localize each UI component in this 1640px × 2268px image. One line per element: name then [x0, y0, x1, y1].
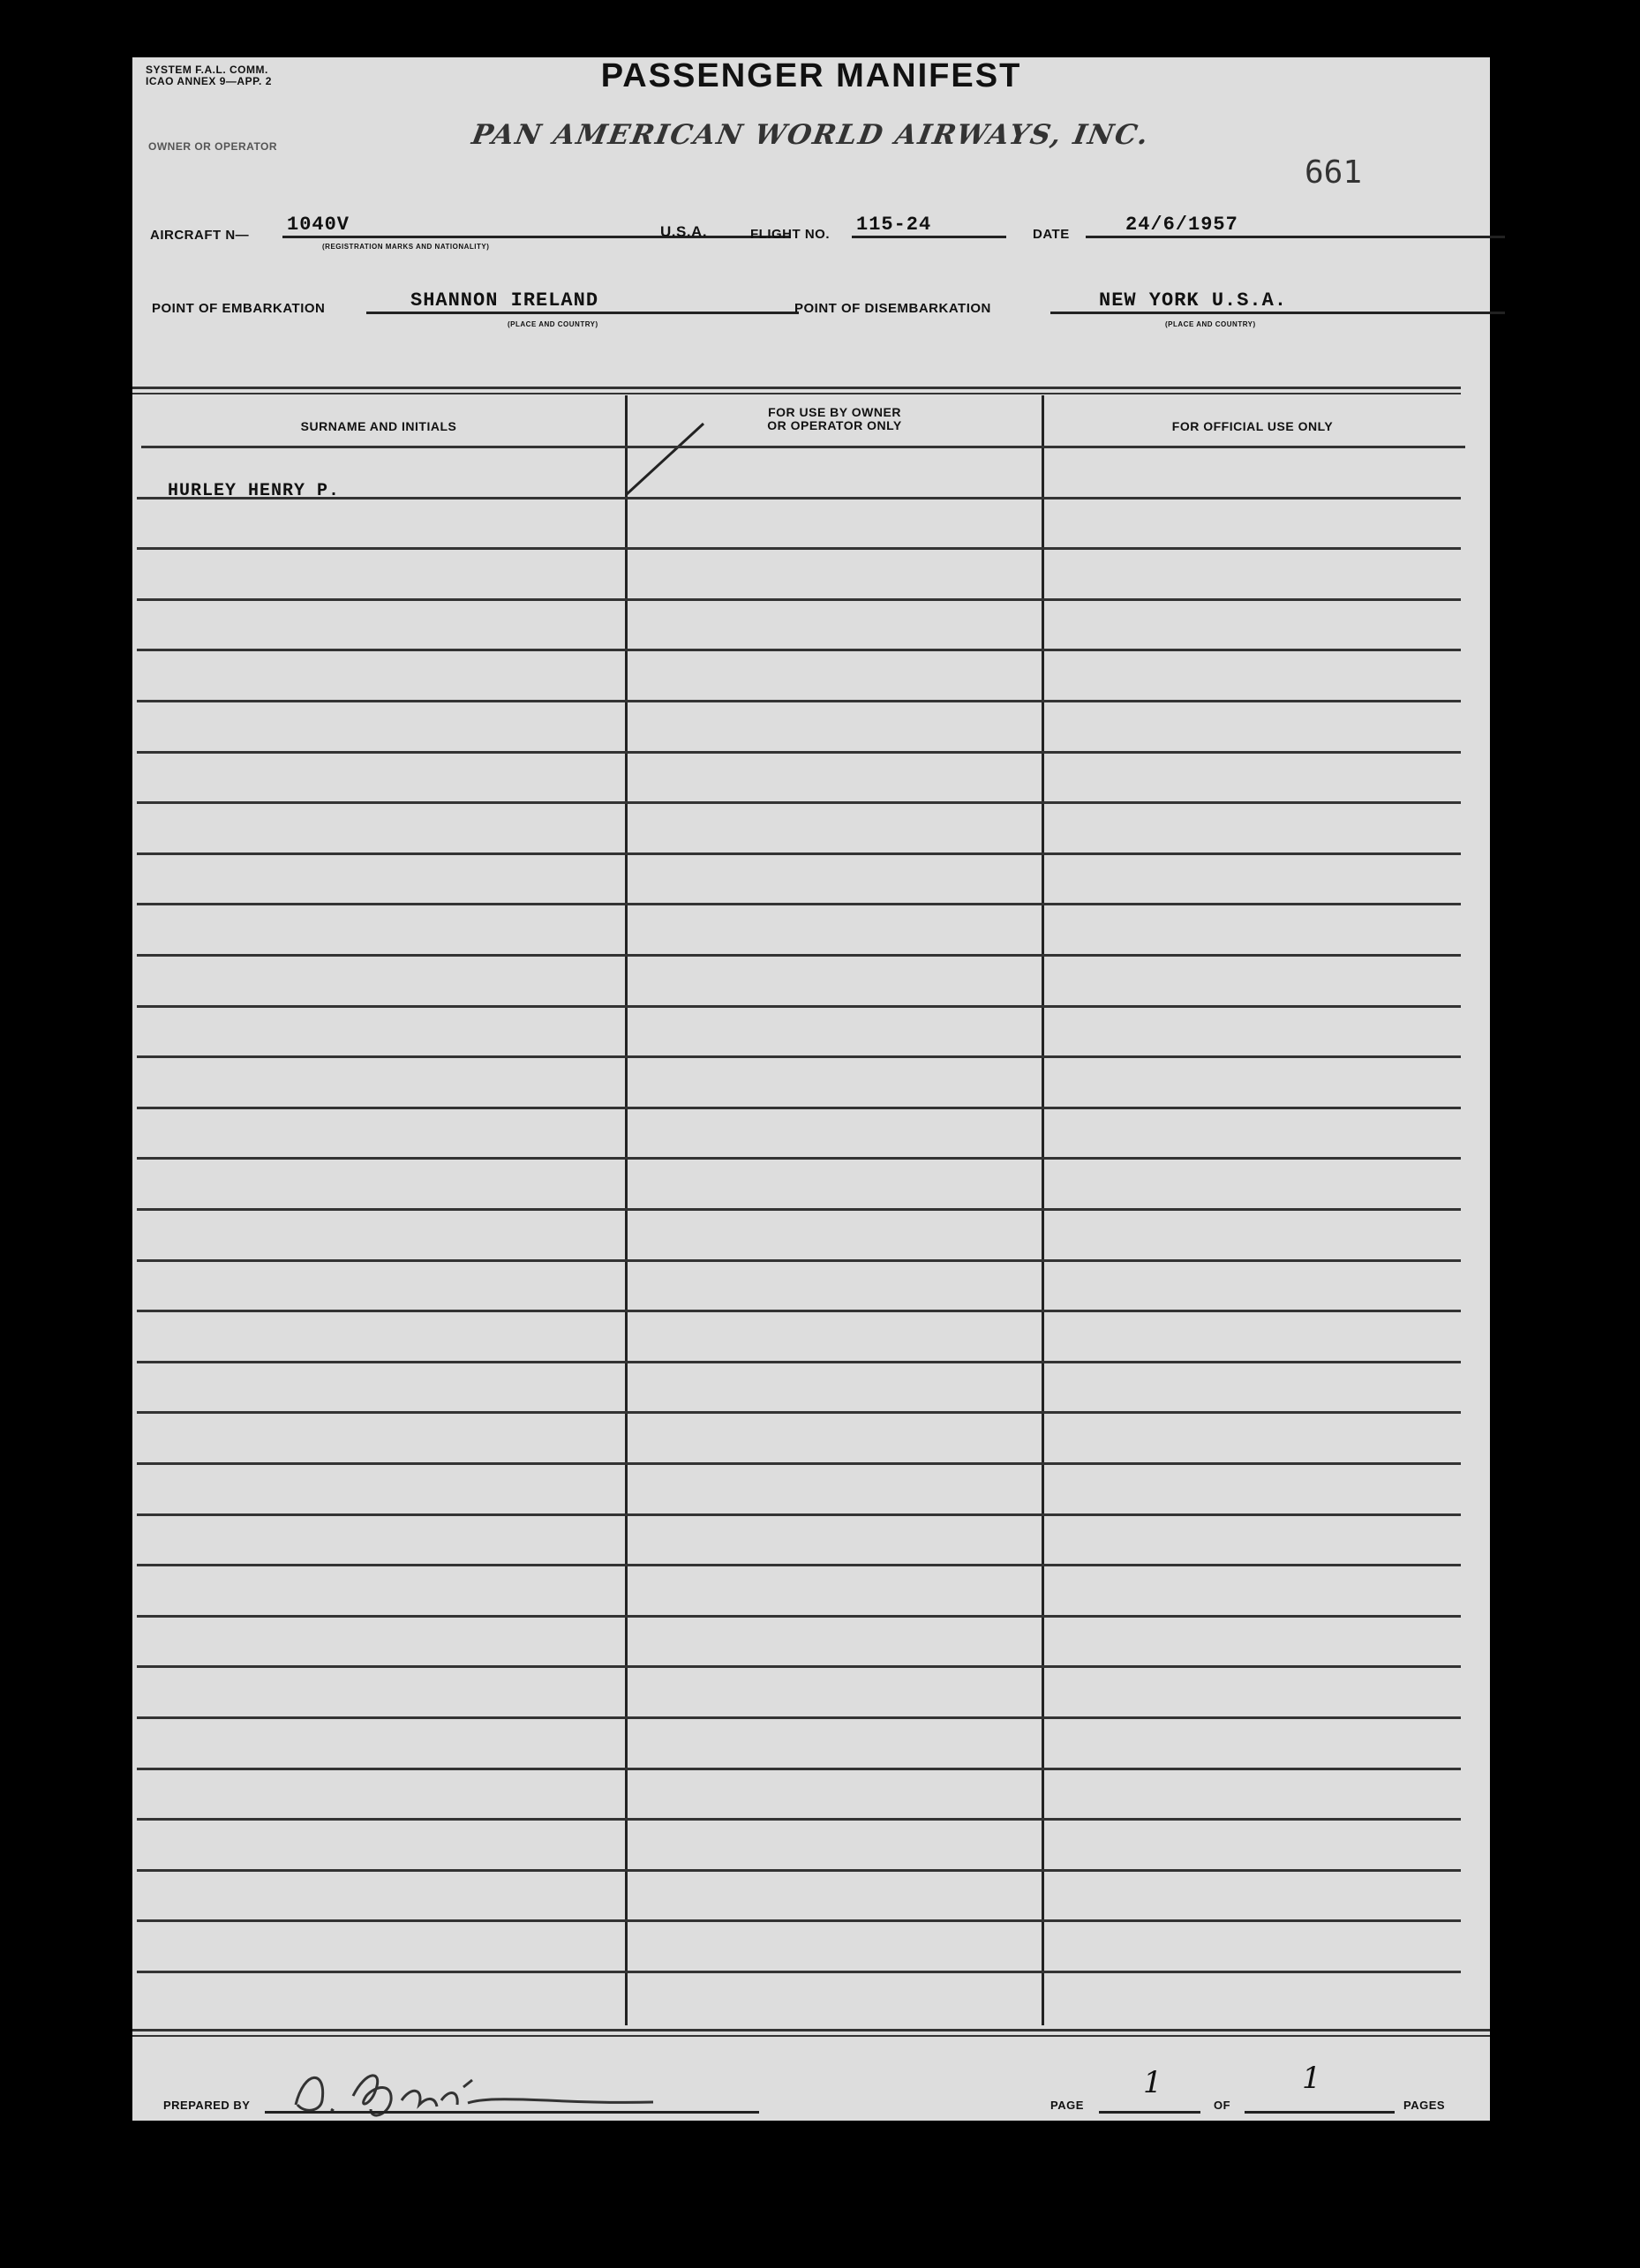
col-header-owner-line2: OR OPERATOR ONLY — [767, 418, 902, 432]
col-header-surname: SURNAME AND INITIALS — [300, 419, 457, 433]
prepared-underline — [265, 2111, 759, 2114]
table-row-line — [137, 1869, 1461, 1872]
table-bottom-rule — [132, 2029, 1490, 2031]
passenger-name: HURLEY HENRY P. — [168, 481, 341, 501]
table-row-line — [137, 903, 1461, 905]
table-row-line — [137, 954, 1461, 957]
manifest-page — [132, 57, 1490, 2121]
table-row-line — [137, 1716, 1461, 1719]
table-row-line — [137, 1208, 1461, 1211]
check-mark-icon — [622, 419, 711, 499]
of-underline — [1245, 2111, 1395, 2114]
table-top-rule-2 — [132, 393, 1461, 394]
of-label: OF — [1214, 2099, 1231, 2112]
table-row-line — [137, 1513, 1461, 1516]
table-row-line — [137, 1462, 1461, 1465]
table-row-line — [137, 598, 1461, 601]
table-bottom-rule-2 — [132, 2035, 1490, 2037]
prepared-label: PREPARED BY — [163, 2099, 251, 2112]
table-row-line — [137, 751, 1461, 754]
table-row-line — [137, 852, 1461, 855]
disembark-caption: (PLACE AND COUNTRY) — [1165, 320, 1256, 328]
pages-label: PAGES — [1403, 2099, 1446, 2112]
page-title: PASSENGER MANIFEST — [600, 57, 1022, 94]
table-row-line — [137, 1310, 1461, 1312]
table-row-line — [137, 1665, 1461, 1668]
embark-caption: (PLACE AND COUNTRY) — [508, 320, 598, 328]
col-header-owner-line1: FOR USE BY OWNER — [768, 405, 901, 419]
form-ref-line1: SYSTEM F.A.L. COMM. — [146, 64, 268, 76]
table-row-line — [137, 700, 1461, 702]
table-row-line — [137, 1005, 1461, 1008]
table-row-line — [137, 801, 1461, 804]
disembark-underline — [1050, 312, 1505, 314]
embark-label: POINT OF EMBARKATION — [152, 301, 326, 316]
table-row-line — [137, 1768, 1461, 1770]
nationality: U.S.A. — [660, 223, 708, 240]
col-header-official: FOR OFFICIAL USE ONLY — [1171, 419, 1334, 433]
table-row-line — [137, 1107, 1461, 1109]
flight-label: FLIGHT NO. — [750, 227, 830, 242]
owner-value: PAN AMERICAN WORLD AIRWAYS, INC. — [469, 119, 1153, 151]
table-row-line — [137, 547, 1461, 550]
table-row-line — [137, 1818, 1461, 1821]
date-label: DATE — [1033, 227, 1070, 242]
table-row-line — [137, 1411, 1461, 1414]
flight-value: 115-24 — [856, 214, 932, 236]
table-row-line — [137, 1361, 1461, 1363]
owner-label: OWNER OR OPERATOR — [148, 140, 278, 153]
page-label: PAGE — [1050, 2099, 1084, 2112]
table-row-line — [137, 1919, 1461, 1922]
table-row-line — [137, 1564, 1461, 1566]
page-stamp: 661 — [1305, 154, 1363, 191]
table-top-rule — [132, 387, 1461, 389]
table-row-line — [137, 1157, 1461, 1160]
table-row-line — [137, 1055, 1461, 1058]
aircraft-underline — [282, 236, 790, 238]
embark-value: SHANNON IRELAND — [410, 289, 599, 312]
aircraft-label: AIRCRAFT N— — [150, 228, 250, 243]
form-ref-line2: ICAO ANNEX 9—APP. 2 — [146, 75, 272, 87]
of-value: 1 — [1302, 2061, 1321, 2096]
registration-caption: (REGISTRATION MARKS AND NATIONALITY) — [322, 243, 490, 251]
table-row-line — [137, 497, 1461, 499]
date-value: 24/6/1957 — [1125, 214, 1238, 236]
disembark-label: POINT OF DISEMBARKATION — [794, 301, 991, 316]
table-row-line — [137, 1971, 1461, 1973]
table-row-line — [137, 649, 1461, 651]
flight-underline — [852, 236, 1006, 238]
table-row-line — [137, 1259, 1461, 1262]
table-row-line — [137, 1615, 1461, 1618]
page-underline — [1099, 2111, 1200, 2114]
disembark-value: NEW YORK U.S.A. — [1099, 289, 1288, 312]
aircraft-value: 1040V — [287, 214, 350, 236]
page-value: 1 — [1143, 2065, 1162, 2100]
embark-underline — [366, 312, 799, 314]
date-underline — [1086, 236, 1505, 238]
table-row-line — [141, 446, 1465, 448]
